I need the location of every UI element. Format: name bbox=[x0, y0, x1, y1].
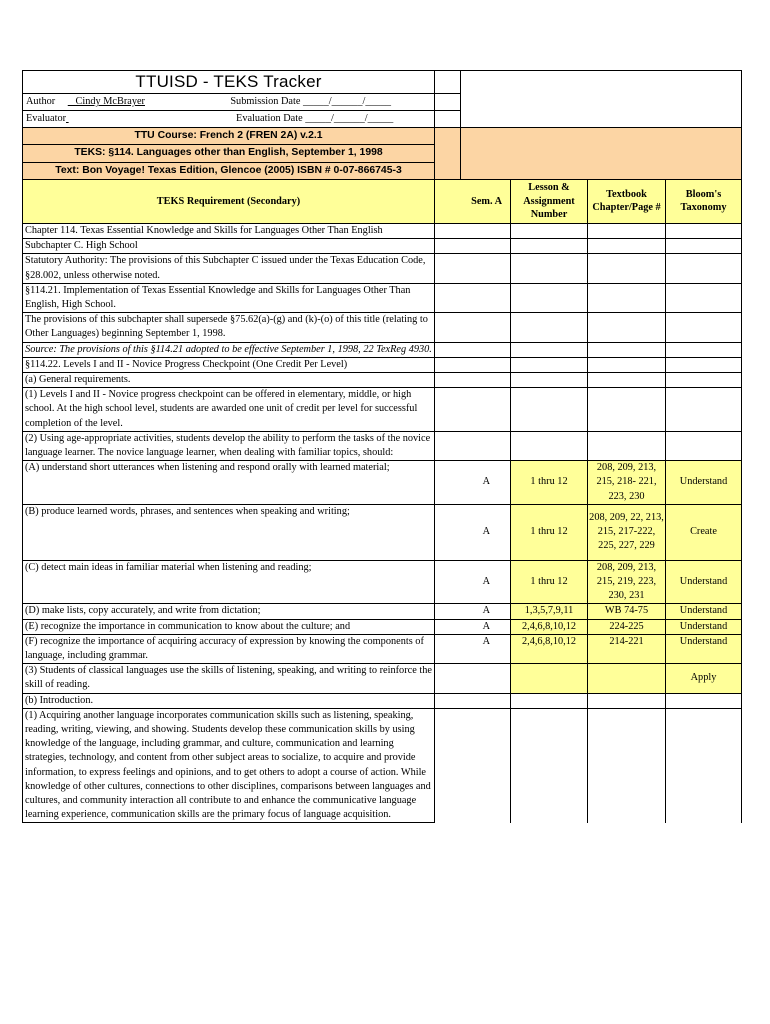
lesson-cell: 2,4,6,8,10,12 bbox=[511, 634, 588, 663]
requirement-text: (a) General requirements. bbox=[23, 372, 435, 387]
source-note: Source: The provisions of this §114.21 adopted to be effective September 1, 1998, 22 TexReg 4930. bbox=[23, 342, 435, 357]
requirement-text: Subchapter C. High School bbox=[23, 239, 435, 254]
textbook-cell: 224-225 bbox=[588, 619, 666, 634]
textbook-cell: 208, 209, 213, 215, 218- 221, 223, 230 bbox=[588, 461, 666, 505]
sem-cell: A bbox=[435, 560, 511, 604]
empty-cell bbox=[435, 94, 461, 111]
teks-line: TEKS: §114. Languages other than English, September 1, 1998 bbox=[23, 145, 435, 162]
empty-cell bbox=[435, 111, 461, 128]
empty-cell bbox=[435, 128, 461, 180]
sem-cell: A bbox=[435, 504, 511, 560]
blooms-cell: Create bbox=[666, 504, 742, 560]
sem-cell: A bbox=[435, 461, 511, 505]
header-lesson: Lesson & Assignment Number bbox=[511, 179, 588, 223]
header-sem: Sem. A bbox=[435, 179, 511, 223]
sem-cell: A bbox=[435, 604, 511, 619]
requirement-item: (C) detect main ideas in familiar material when listening and reading; bbox=[23, 560, 435, 604]
page-title: TTUISD - TEKS Tracker bbox=[23, 71, 435, 94]
author-name[interactable]: Cindy McBrayer bbox=[75, 96, 145, 107]
blooms-cell: Understand bbox=[666, 619, 742, 634]
evaluator-row bbox=[23, 111, 435, 128]
sem-cell: A bbox=[435, 619, 511, 634]
evaluator-label: Evaluator bbox=[26, 113, 67, 124]
sem-cell: A bbox=[435, 634, 511, 663]
requirement-item: (3) Students of classical languages use the skills of listening, speaking, and writing to reinforce the skill of reading. bbox=[23, 664, 435, 693]
author-label: Author bbox=[26, 96, 56, 107]
lesson-cell bbox=[511, 664, 588, 693]
header-blooms: Bloom's Taxonomy bbox=[666, 179, 742, 223]
course-line: TTU Course: French 2 (FREN 2A) v.2.1 bbox=[23, 128, 435, 145]
requirement-text: §114.21. Implementation of Texas Essential Knowledge and Skills for Languages Other Than English, High School. bbox=[23, 283, 435, 312]
requirement-text: Chapter 114. Texas Essential Knowledge and Skills for Languages Other Than English bbox=[23, 223, 435, 238]
textbook-cell: WB 74-75 bbox=[588, 604, 666, 619]
header-requirement: TEKS Requirement (Secondary) bbox=[23, 179, 435, 223]
empty-cell bbox=[461, 111, 742, 128]
empty-cell bbox=[461, 94, 742, 111]
requirement-text: Statutory Authority: The provisions of this Subchapter C issued under the Texas Education Code, §28.002, unless otherwise noted. bbox=[23, 254, 435, 283]
requirement-text: (1) Levels I and II - Novice progress checkpoint can be offered in elementary, middle, or high school. At the high school level, students are awarded one unit of credit per level for successful completion of the level. bbox=[23, 388, 435, 432]
empty-cell bbox=[461, 128, 742, 180]
requirement-text: The provisions of this subchapter shall supersede §75.62(a)-(g) and (k)-(o) of this title (relating to Other Languages) beginning September 1, 1998. bbox=[23, 313, 435, 342]
tracker-table bbox=[22, 70, 742, 823]
textbook-cell bbox=[588, 664, 666, 693]
text-line: Text: Bon Voyage! Texas Edition, Glencoe (2005) ISBN # 0-07-866745-3 bbox=[23, 162, 435, 179]
textbook-cell: 208, 209, 213, 215, 219, 223, 230, 231 bbox=[588, 560, 666, 604]
requirement-text: (b) Introduction. bbox=[23, 693, 435, 708]
author-row bbox=[23, 94, 435, 111]
lesson-cell: 1 thru 12 bbox=[511, 560, 588, 604]
requirement-item: (D) make lists, copy accurately, and write from dictation; bbox=[23, 604, 435, 619]
header-textbook: Textbook Chapter/Page # bbox=[588, 179, 666, 223]
lesson-cell: 2,4,6,8,10,12 bbox=[511, 619, 588, 634]
requirement-item: (A) understand short utterances when listening and respond orally with learned material; bbox=[23, 461, 435, 505]
empty-cell bbox=[461, 71, 742, 94]
sem-cell bbox=[435, 664, 511, 693]
requirement-text: (1) Acquiring another language incorporates communication skills such as listening, speaking, reading, writing, viewing, and showing. Students develop these communication skills by using knowledge of the language, including grammar, and culture, communication and learning strategies, technology, and content from other subject areas to socialize, to acquire and provide information, to express feelings and opinions, and to get others to adopt a course of action. While knowledge of other cultures, connections to other disciplines, comparisons between languages and cultures, and community interaction all contribute to and enhance the communicative language learning experience, communication skills are the primary focus of language acquisition. bbox=[23, 708, 435, 823]
lesson-cell: 1 thru 12 bbox=[511, 504, 588, 560]
textbook-cell: 208, 209, 22, 213, 215, 217-222, 225, 227, 229 bbox=[588, 504, 666, 560]
requirement-text: §114.22. Levels I and II - Novice Progress Checkpoint (One Credit Per Level) bbox=[23, 357, 435, 372]
requirement-item: (B) produce learned words, phrases, and sentences when speaking and writing; bbox=[23, 504, 435, 560]
teks-tracker-sheet bbox=[22, 70, 741, 823]
lesson-cell: 1,3,5,7,9,11 bbox=[511, 604, 588, 619]
blooms-cell: Understand bbox=[666, 560, 742, 604]
submission-date[interactable]: Submission Date _____/______/_____ bbox=[230, 96, 392, 107]
blooms-cell: Understand bbox=[666, 634, 742, 663]
requirement-item: (F) recognize the importance of acquiring accuracy of expression by knowing the components of language, including grammar. bbox=[23, 634, 435, 663]
empty-cell bbox=[435, 71, 461, 94]
lesson-cell: 1 thru 12 bbox=[511, 461, 588, 505]
requirement-text: (2) Using age-appropriate activities, students develop the ability to perform the tasks of the novice language learner. The novice language learner, when dealing with familiar topics, should: bbox=[23, 431, 435, 460]
blooms-cell: Understand bbox=[666, 604, 742, 619]
requirement-item: (E) recognize the importance in communication to know about the culture; and bbox=[23, 619, 435, 634]
textbook-cell: 214-221 bbox=[588, 634, 666, 663]
evaluation-date[interactable]: Evaluation Date _____/______/_____ bbox=[236, 113, 394, 124]
blooms-cell: Understand bbox=[666, 461, 742, 505]
blooms-cell: Apply bbox=[666, 664, 742, 693]
